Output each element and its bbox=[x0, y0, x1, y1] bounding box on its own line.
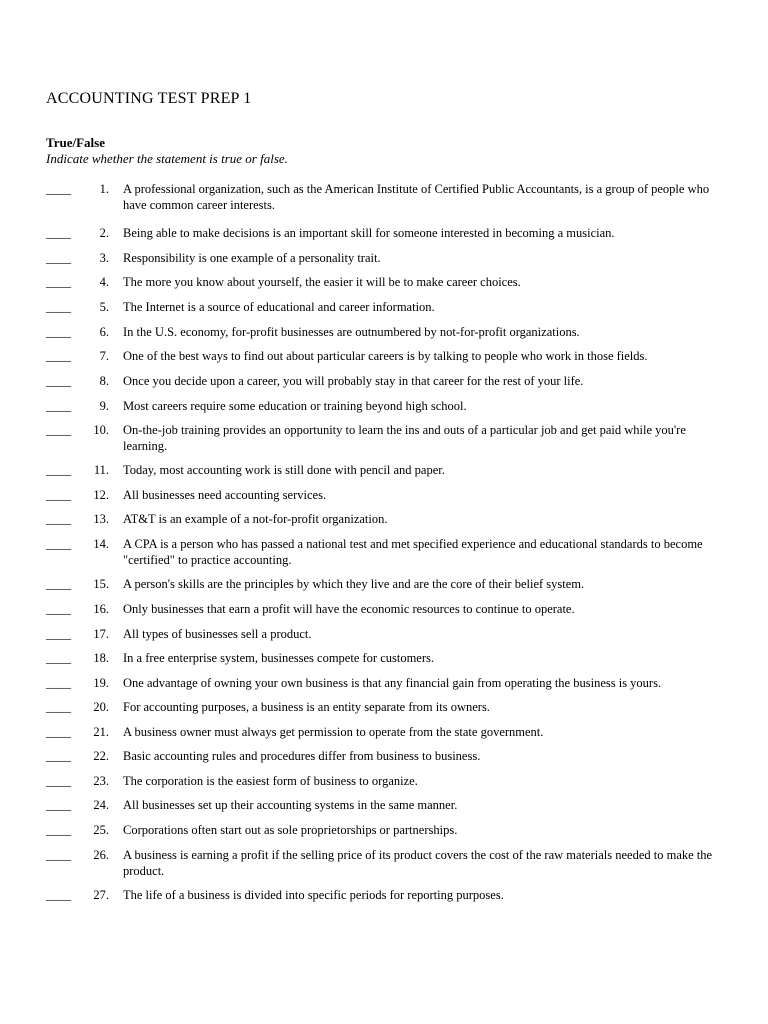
question-item bbox=[46, 399, 726, 415]
question-text: A business owner must always get permission to operate from the state government. bbox=[123, 725, 544, 739]
question-text: A business is earning a profit if the selling price of its product covers the cost of the raw materials needed to make the product. bbox=[123, 848, 713, 878]
question-text: The Internet is a source of educational and career information. bbox=[123, 300, 435, 314]
question-number: 24. bbox=[93, 798, 109, 812]
answer-blank[interactable]: ____ bbox=[46, 602, 71, 616]
question-text: The life of a business is divided into specific periods for reporting purposes. bbox=[123, 888, 504, 902]
question-item bbox=[46, 798, 726, 814]
answer-blank[interactable]: ____ bbox=[46, 399, 71, 413]
question-item bbox=[46, 749, 726, 765]
question-item bbox=[46, 374, 726, 390]
question-item bbox=[46, 251, 726, 267]
question-text: Today, most accounting work is still done with pencil and paper. bbox=[123, 463, 445, 477]
question-text: The corporation is the easiest form of business to organize. bbox=[123, 774, 418, 788]
answer-blank[interactable]: ____ bbox=[46, 325, 71, 339]
question-item bbox=[46, 349, 726, 365]
answer-blank[interactable]: ____ bbox=[46, 226, 71, 240]
question-item bbox=[46, 848, 726, 879]
question-number: 8. bbox=[99, 374, 109, 388]
question-item bbox=[46, 182, 726, 213]
answer-blank[interactable]: ____ bbox=[46, 275, 71, 289]
question-number: 11. bbox=[93, 463, 109, 477]
question-number: 15. bbox=[93, 577, 109, 591]
answer-blank[interactable]: ____ bbox=[46, 488, 71, 502]
question-item bbox=[46, 488, 726, 504]
answer-blank[interactable]: ____ bbox=[46, 725, 71, 739]
question-text: A professional organization, such as the American Institute of Certified Public Accountants, is a group of people who have common career interests. bbox=[123, 182, 710, 212]
question-text: In the U.S. economy, for-profit businesses are outnumbered by not-for-profit organizations. bbox=[123, 325, 580, 339]
answer-blank[interactable]: ____ bbox=[46, 512, 71, 526]
answer-blank[interactable]: ____ bbox=[46, 749, 71, 763]
question-item bbox=[46, 463, 726, 479]
question-number: 26. bbox=[93, 848, 109, 862]
question-number: 7. bbox=[99, 349, 109, 363]
question-number: 1. bbox=[99, 182, 109, 196]
answer-blank[interactable]: ____ bbox=[46, 888, 71, 902]
answer-blank[interactable]: ____ bbox=[46, 423, 71, 437]
question-number: 23. bbox=[93, 774, 109, 788]
question-item bbox=[46, 300, 726, 316]
answer-blank[interactable]: ____ bbox=[46, 651, 71, 665]
answer-blank[interactable]: ____ bbox=[46, 300, 71, 314]
question-item bbox=[46, 774, 726, 790]
question-number: 6. bbox=[99, 325, 109, 339]
question-item bbox=[46, 226, 726, 242]
answer-blank[interactable]: ____ bbox=[46, 374, 71, 388]
question-text: All businesses need accounting services. bbox=[123, 488, 327, 502]
question-number: 14. bbox=[93, 537, 109, 551]
question-text: On-the-job training provides an opportunity to learn the ins and outs of a particular job and get paid while you're learning. bbox=[123, 423, 686, 453]
question-item bbox=[46, 275, 726, 291]
question-number: 27. bbox=[93, 888, 109, 902]
answer-blank[interactable]: ____ bbox=[46, 349, 71, 363]
question-item bbox=[46, 423, 726, 454]
question-number: 21. bbox=[93, 725, 109, 739]
question-number: 16. bbox=[93, 602, 109, 616]
answer-blank[interactable]: ____ bbox=[46, 537, 71, 551]
question-item bbox=[46, 627, 726, 643]
question-item bbox=[46, 888, 726, 904]
question-number: 3. bbox=[99, 251, 109, 265]
section-heading: True/False bbox=[46, 135, 105, 150]
question-number: 5. bbox=[99, 300, 109, 314]
answer-blank[interactable]: ____ bbox=[46, 577, 71, 591]
question-text: A person's skills are the principles by which they live and are the core of their belief system. bbox=[123, 577, 585, 591]
question-item bbox=[46, 725, 726, 741]
question-number: 9. bbox=[99, 399, 109, 413]
answer-blank[interactable]: ____ bbox=[46, 848, 71, 862]
question-item bbox=[46, 537, 726, 568]
question-text: Basic accounting rules and procedures differ from business to business. bbox=[123, 749, 481, 763]
question-text: A CPA is a person who has passed a national test and met specified experience and educational standards to become "certified" to practice accounting. bbox=[123, 537, 703, 567]
question-number: 13. bbox=[93, 512, 109, 526]
answer-blank[interactable]: ____ bbox=[46, 676, 71, 690]
answer-blank[interactable]: ____ bbox=[46, 798, 71, 812]
question-item bbox=[46, 676, 726, 692]
question-item bbox=[46, 602, 726, 618]
question-text: Being able to make decisions is an important skill for someone interested in becoming a musician. bbox=[123, 226, 615, 240]
answer-blank[interactable]: ____ bbox=[46, 627, 71, 641]
question-number: 25. bbox=[93, 823, 109, 837]
question-item bbox=[46, 577, 726, 593]
question-item bbox=[46, 651, 726, 667]
question-number: 12. bbox=[93, 488, 109, 502]
question-text: Once you decide upon a career, you will probably stay in that career for the rest of your life. bbox=[123, 374, 584, 388]
question-text: For accounting purposes, a business is an entity separate from its owners. bbox=[123, 700, 490, 714]
question-text: One of the best ways to find out about particular careers is by talking to people who work in those fields. bbox=[123, 349, 648, 363]
answer-blank[interactable]: ____ bbox=[46, 251, 71, 265]
question-text: AT&T is an example of a not-for-profit organization. bbox=[123, 512, 388, 526]
question-text: Most careers require some education or training beyond high school. bbox=[123, 399, 467, 413]
answer-blank[interactable]: ____ bbox=[46, 182, 71, 196]
question-number: 19. bbox=[93, 676, 109, 690]
question-text: Only businesses that earn a profit will have the economic resources to continue to operate. bbox=[123, 602, 575, 616]
question-text: All types of businesses sell a product. bbox=[123, 627, 312, 641]
answer-blank[interactable]: ____ bbox=[46, 774, 71, 788]
question-number: 2. bbox=[99, 226, 109, 240]
question-number: 18. bbox=[93, 651, 109, 665]
answer-blank[interactable]: ____ bbox=[46, 700, 71, 714]
question-text: In a free enterprise system, businesses compete for customers. bbox=[123, 651, 435, 665]
question-number: 20. bbox=[93, 700, 109, 714]
question-item bbox=[46, 700, 726, 716]
answer-blank[interactable]: ____ bbox=[46, 463, 71, 477]
question-item bbox=[46, 512, 726, 528]
question-number: 10. bbox=[93, 423, 109, 437]
question-text: Responsibility is one example of a personality trait. bbox=[123, 251, 381, 265]
question-text: All businesses set up their accounting systems in the same manner. bbox=[123, 798, 458, 812]
answer-blank[interactable]: ____ bbox=[46, 823, 71, 837]
question-item bbox=[46, 325, 726, 341]
question-item bbox=[46, 823, 726, 839]
question-number: 4. bbox=[99, 275, 109, 289]
question-number: 17. bbox=[93, 627, 109, 641]
document-title: ACCOUNTING TEST PREP 1 bbox=[46, 90, 252, 107]
question-text: One advantage of owning your own business is that any financial gain from operating the business is yours. bbox=[123, 676, 662, 690]
question-number: 22. bbox=[93, 749, 109, 763]
section-instructions: Indicate whether the statement is true or false. bbox=[46, 151, 288, 166]
question-text: Corporations often start out as sole proprietorships or partnerships. bbox=[123, 823, 458, 837]
question-text: The more you know about yourself, the easier it will be to make career choices. bbox=[123, 275, 521, 289]
